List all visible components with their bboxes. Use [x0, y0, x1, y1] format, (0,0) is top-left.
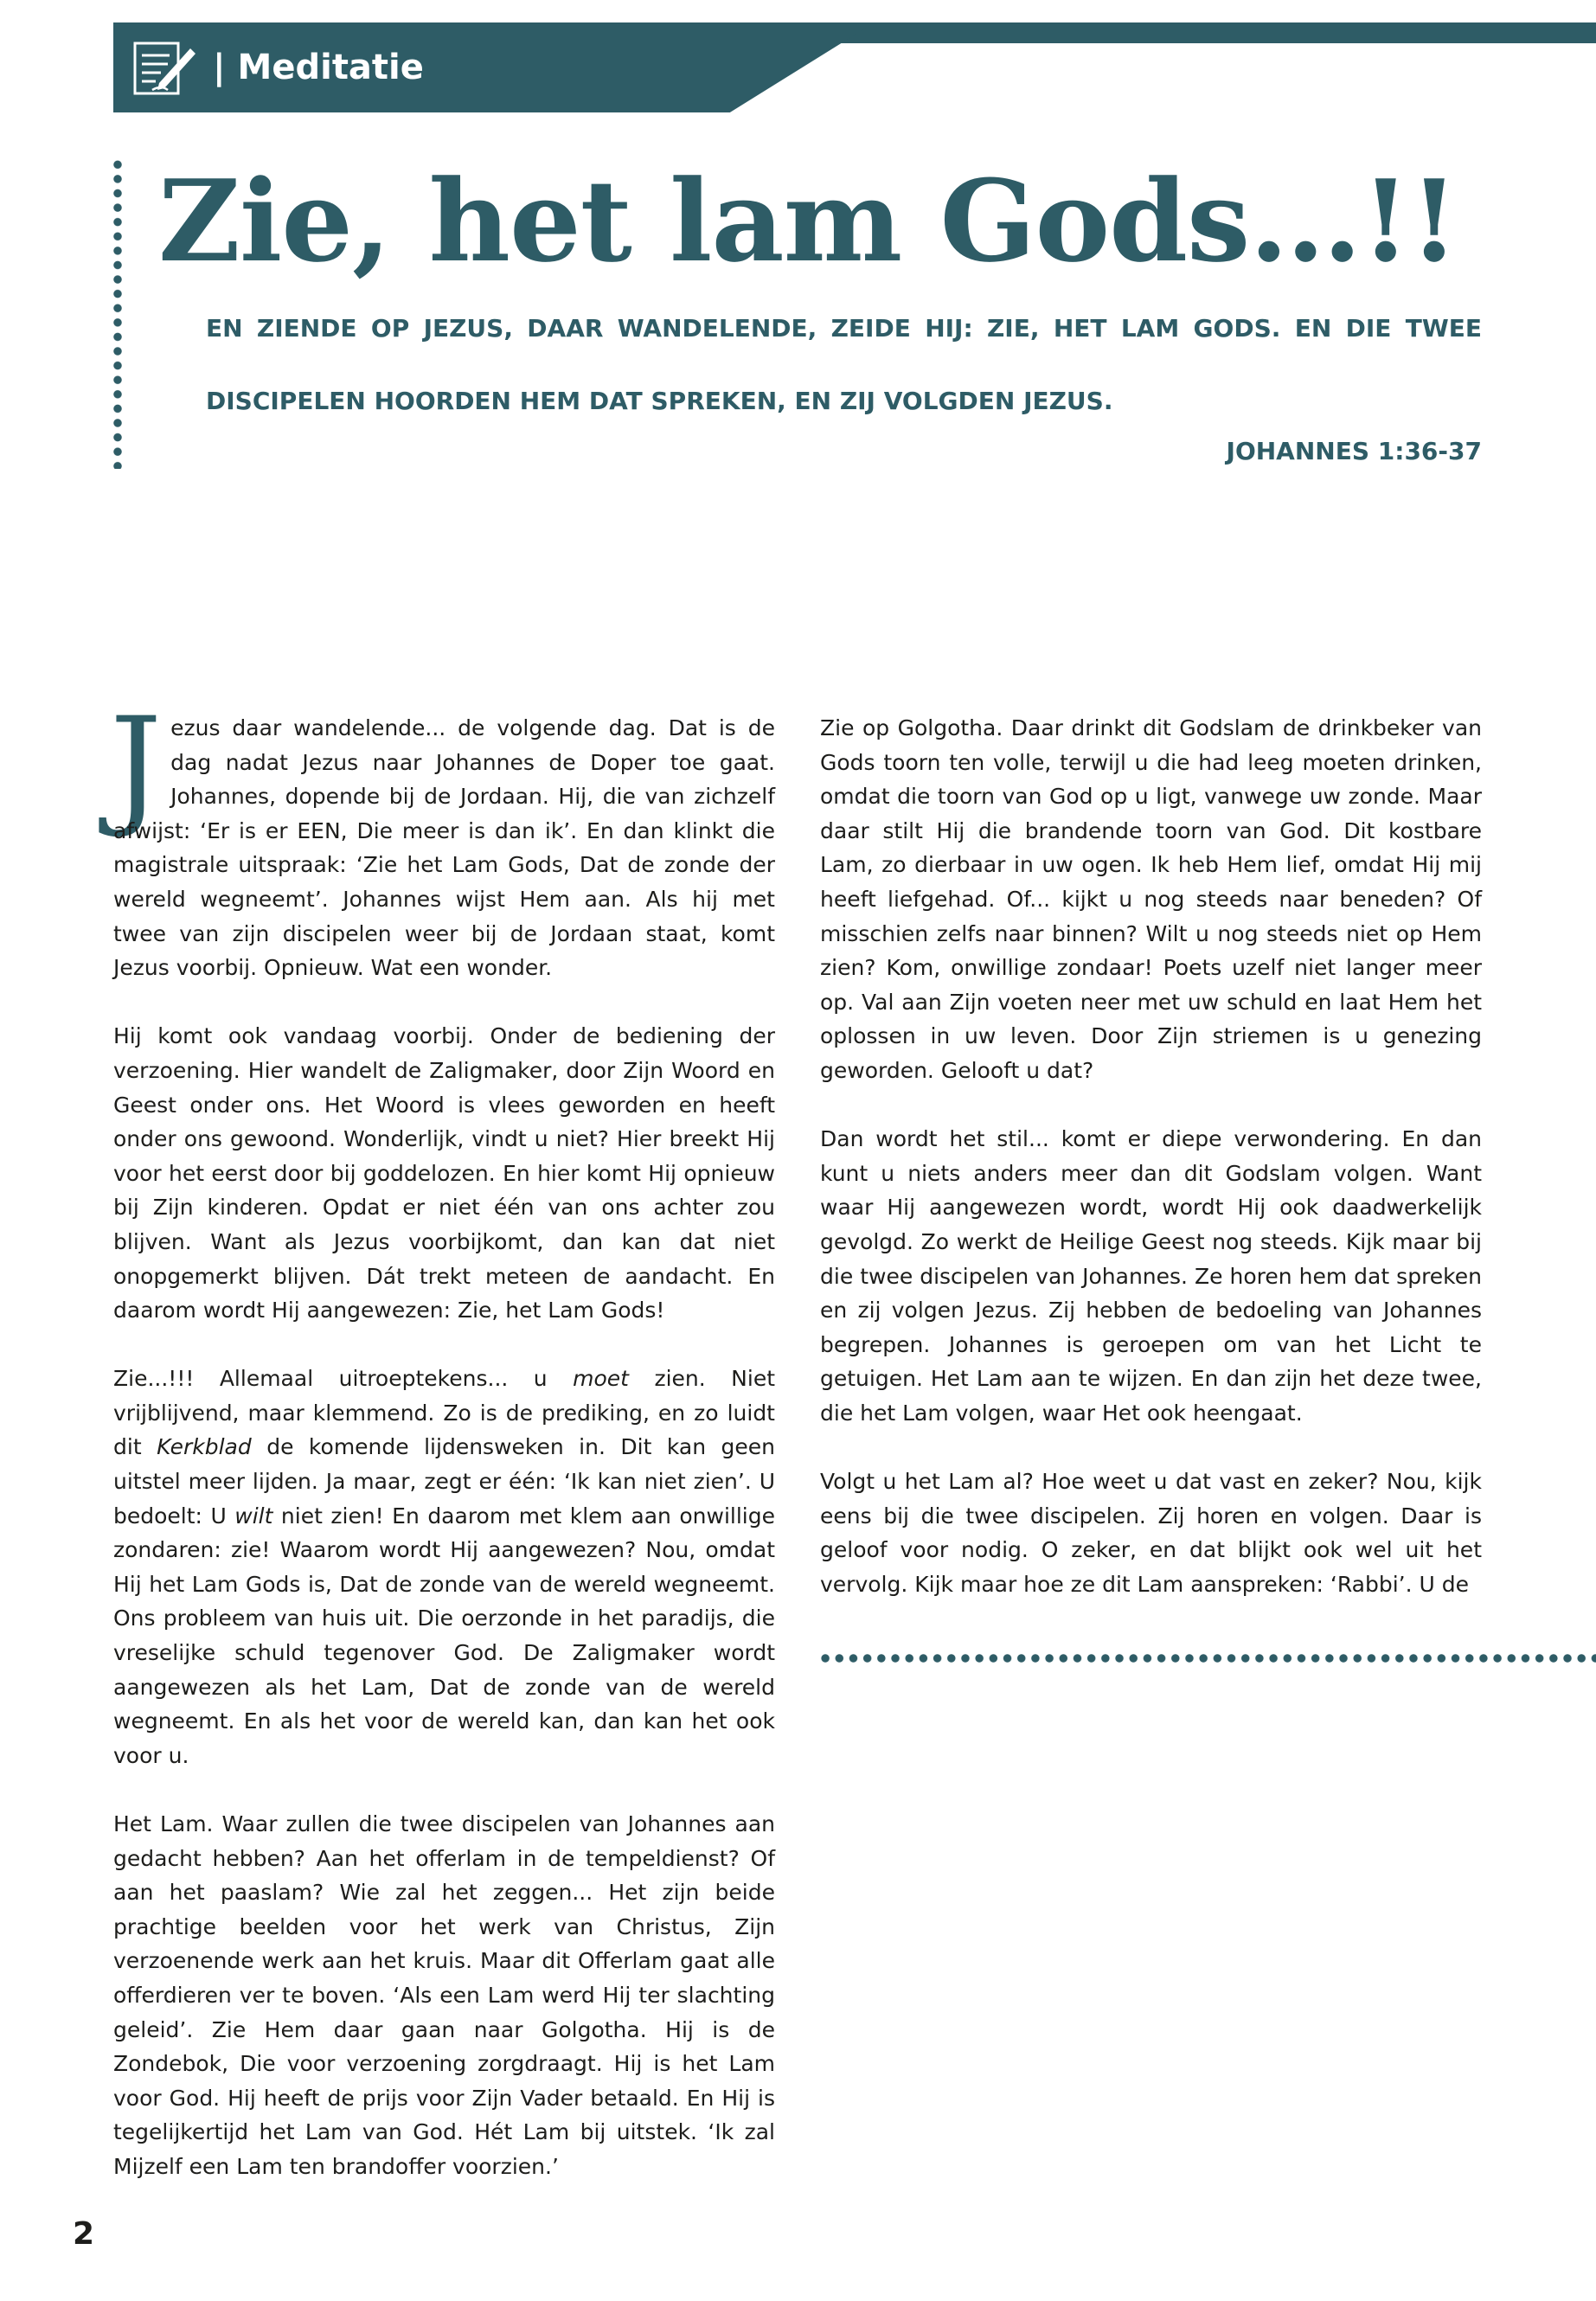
- article-column-left: [110, 690, 775, 2218]
- article-column-right: [820, 711, 1482, 1636]
- drop-cap: J: [110, 690, 163, 841]
- page-number: 2: [73, 2216, 95, 2252]
- paragraph-text: zien. Niet vrijblijvend, maar klemmend. Zo is de prediking, en zo luidt dit: [113, 1366, 775, 1460]
- emphasis: wilt: [234, 1503, 273, 1529]
- emphasis: moet: [573, 1366, 629, 1392]
- paragraph-text: ezus daar wandelende... de volgende dag. Dat is de dag nadat Jezus naar Johannes de Doper toe gaat. Johannes, dopende bij de Jordaan. Hij, die van zichzelf afwijst: ‘Er is er EEN, Die meer is dan ik’. En dan klinkt die magistrale uitspraak: ‘Zie het Lam Gods, Dat de zonde der wereld wegneemt’. Johannes wijst Hem aan. Als hij met twee van zijn discipelen weer bij de Jordaan staat, komt Jezus voorbij. Opnieuw. Wat een wonder.: [113, 715, 775, 981]
- paragraph: [110, 690, 775, 985]
- section-label: | Meditatie: [213, 48, 424, 87]
- dotted-rule-horizontal: [818, 1652, 1596, 1664]
- paragraph-text: de komende lijdensweken in. Dit kan geen uitstel meer lijden. Ja maar, zegt er één: ‘Ik kan niet zien’. U bedoelt: U: [113, 1434, 775, 1529]
- paragraph-text: Zie...!!! Allemaal uitroeptekens... u: [113, 1366, 574, 1392]
- paragraph: Dan wordt het stil... komt er diepe verwondering. En dan kunt u niets anders meer dan dit Godslam volgen. Want waar Hij aangewezen wordt, wordt Hij ook daadwerkelijk gevolgd. Zo werkt de Heilige Geest nog steeds. Kijk maar bij die twee discipelen van Johannes. Ze horen hem dat spreken en zij volgen Jezus. Zij hebben de bedoeling van Johannes begrepen. Johannes is geroepen om van het Licht te getuigen. Het Lam aan te wijzen. En dan zijn het deze twee, die het Lam volgen, waar Het ook heengaat.: [820, 1126, 1482, 1426]
- dotted-rule-vertical: [112, 157, 123, 469]
- header-band-thin: [830, 22, 1596, 43]
- paragraph: [113, 1362, 775, 1772]
- paragraph: Zie op Golgotha. Daar drinkt dit Godslam de drinkbeker van Gods toorn ten volle, terwijl u die had leeg moeten drinken, omdat die toorn van God op u ligt, vanwege uw zonde. Maar daar stilt Hij die brandende toorn van God. Dit kostbare Lam, zo dierbaar in uw ogen. Ik heb Hem lief, omdat Hij mij heeft liefgehad. Of... kijkt u nog steeds naar beneden? Of misschien zelfs naar binnen? Wilt u nog steeds niet op Hem zien? Kom, onwillige zondaar! Poets uzelf niet langer meer op. Val aan Zijn voeten neer met uw schuld en laat Hem het oplossen in uw leven. Door Zijn striemen is u genezing geworden. Gelooft u dat?: [820, 715, 1482, 1083]
- paragraph: Volgt u het Lam al? Hoe weet u dat vast en zeker? Nou, kijk eens bij die twee discipelen. Zij horen en volgen. Daar is geloof voor nodig. O zeker, en dat blijkt ook wel uit het vervolg. Kijk maar hoe ze dit Lam aanspreken: ‘Rabbi’. U de: [820, 1469, 1482, 1597]
- writing-icon: [130, 36, 197, 99]
- scripture-reference: JOHANNES 1:36-37: [1226, 437, 1482, 465]
- lead-quote: EN ZIENDE OP JEZUS, DAAR WANDELENDE, ZEIDE HIJ: ZIE, HET LAM GODS. EN DIE TWEE DISCIPELEN HOORDEN HEM DAT SPREKEN, EN ZIJ VOLGDEN JEZUS.: [206, 314, 1482, 415]
- paragraph: Het Lam. Waar zullen die twee discipelen van Johannes aan gedacht hebben? Aan het offerlam in de tempeldienst? Of aan het paaslam? Wie zal het zeggen... Het zijn beide prachtige beelden voor het werk van Christus, Zijn verzoenende werk aan het kruis. Maar dit Offerlam gaat alle offerdieren ver te boven. ‘Als een Lam werd Hij ter slachting geleid’. Zie Hem daar gaan naar Golgotha. Hij is de Zondebok, Die voor verzoening zorgdraagt. Hij is het Lam voor God. Hij heeft de prijs voor Zijn Vader betaald. En Hij is tegelijkertijd het Lam van God. Hét Lam bij uitstek. ‘Ik zal Mijzelf een Lam ten brandoffer voorzien.’: [113, 1811, 775, 2179]
- page-title: Zie, het lam Gods…!!: [158, 155, 1458, 287]
- paragraph-text: niet zien! En daarom met klem aan onwillige zondaren: zie! Waarom wordt Hij aangewezen? Nou, omdat Hij het Lam Gods is, Dat de zonde van de wereld wegneemt. Ons probleem van huis uit. Die oerzonde in het paradijs, die vreselijke schuld tegenover God. De Zaligmaker wordt aangewezen als het Lam, Dat de zonde van de wereld wegneemt. En als het voor de wereld kan, dan kan het ook voor u.: [113, 1503, 775, 1768]
- emphasis: Kerkblad: [157, 1434, 252, 1460]
- paragraph: Hij komt ook vandaag voorbij. Onder de bediening der verzoening. Hier wandelt de Zaligmaker, door Zijn Woord en Geest onder ons. Het Woord is vlees geworden en heeft onder ons gewoond. Wonderlijk, vindt u niet? Hier breekt Hij voor het eerst door bij goddelozen. En hier komt Hij opnieuw bij Zijn kinderen. Opdat er niet één van ons achter zou blijven. Want als Jezus voorbijkomt, dan kan dat niet onopgemerkt blijven. Dát trekt meteen de aandacht. En daarom wordt Hij aangewezen: Zie, het Lam Gods!: [113, 1023, 775, 1324]
